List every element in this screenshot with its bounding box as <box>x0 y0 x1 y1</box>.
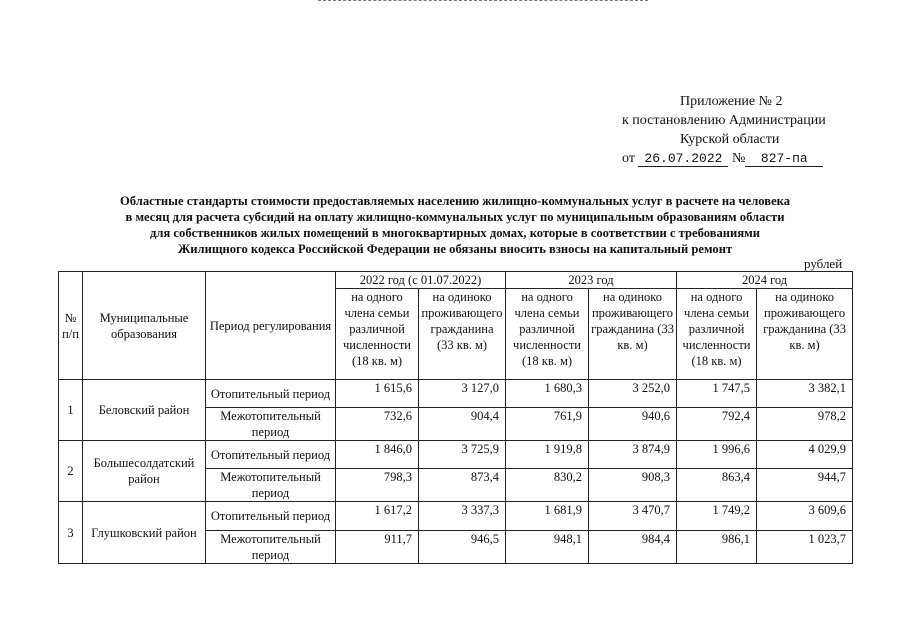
title-line-1: Областные стандарты стоимости предоставляемых населению жилищно-коммунальных услуг в расчете на человека <box>119 194 791 208</box>
value-cell: 3 725,9 <box>419 441 506 469</box>
units-label: рублей <box>804 256 843 271</box>
value-cell: 873,4 <box>419 469 506 502</box>
appendix-date: 26.07.2022 <box>638 151 728 167</box>
row-period: Отопительный период <box>206 380 336 408</box>
table-row <box>59 502 853 531</box>
header-2024-family: на одного члена семьи различной численности (18 кв. м) <box>677 289 757 380</box>
value-cell: 1 615,6 <box>336 380 419 408</box>
appendix-from-label: от <box>622 151 635 166</box>
value-cell: 1 747,5 <box>677 380 757 408</box>
title-line-4: Жилищного кодекса Российской Федерации не обязаны вносить взносы на капитальный ремонт <box>177 242 733 256</box>
value-cell: 792,4 <box>677 408 757 441</box>
value-cell: 1 919,8 <box>506 441 589 469</box>
header-num: № п/п <box>59 272 83 380</box>
row-period: Отопительный период <box>206 441 336 469</box>
appendix-date-number-line <box>622 149 892 168</box>
value-cell: 1 680,3 <box>506 380 589 408</box>
value-cell: 978,2 <box>757 408 853 441</box>
value-cell: 3 609,6 <box>757 502 853 531</box>
value-cell: 3 252,0 <box>589 380 677 408</box>
value-cell: 946,5 <box>419 531 506 564</box>
value-cell: 863,4 <box>677 469 757 502</box>
header-2024-single: на одиноко проживающего гражданина (33 кв. м) <box>757 289 853 380</box>
value-cell: 1 996,6 <box>677 441 757 469</box>
table-row <box>59 380 853 408</box>
header-2023-single: на одиноко проживающего гражданина (33 кв. м) <box>589 289 677 380</box>
appendix-decree-line: к постановлению Администрации <box>622 113 826 128</box>
value-cell: 3 874,9 <box>589 441 677 469</box>
value-cell: 911,7 <box>336 531 419 564</box>
value-cell: 3 337,3 <box>419 502 506 531</box>
row-municipality: Беловский район <box>83 380 206 441</box>
value-cell: 1 023,7 <box>757 531 853 564</box>
value-cell: 1 617,2 <box>336 502 419 531</box>
header-2022-single: на одиноко проживающего гражданина (33 кв. м) <box>419 289 506 380</box>
row-period: Отопительный период <box>206 502 336 531</box>
row-period: Межотопительный период <box>206 469 336 502</box>
value-cell: 3 470,7 <box>589 502 677 531</box>
document-title <box>60 193 850 257</box>
title-line-3: для собственников жилых помещений в многоквартирных домах, которые в соответствии с требованиями <box>150 226 760 240</box>
value-cell: 798,3 <box>336 469 419 502</box>
value-cell: 948,1 <box>506 531 589 564</box>
row-num: 1 <box>59 380 83 441</box>
appendix-header <box>622 92 892 168</box>
appendix-number-label: № <box>731 151 746 166</box>
table-row <box>59 441 853 469</box>
value-cell: 3 127,0 <box>419 380 506 408</box>
row-municipality: Глушковский район <box>83 502 206 564</box>
value-cell: 1 681,9 <box>506 502 589 531</box>
appendix-number: 827-па <box>745 151 823 167</box>
appendix-title: Приложение № 2 <box>680 94 783 109</box>
value-cell: 1 749,2 <box>677 502 757 531</box>
row-municipality: Большесолдатский район <box>83 441 206 502</box>
value-cell: 904,4 <box>419 408 506 441</box>
appendix-region-line: Курской области <box>680 132 780 147</box>
value-cell: 732,6 <box>336 408 419 441</box>
title-line-2: в месяц для расчета субсидий на оплату жилищно-коммунальных услуг по муниципальным образованиям области <box>125 210 785 224</box>
value-cell: 944,7 <box>757 469 853 502</box>
row-num: 2 <box>59 441 83 502</box>
header-year-2022: 2022 год (с 01.07.2022) <box>336 272 506 289</box>
scan-top-dashed-line <box>318 0 648 1</box>
value-cell: 761,9 <box>506 408 589 441</box>
value-cell: 986,1 <box>677 531 757 564</box>
header-municipality: Муниципальные образования <box>83 272 206 380</box>
header-2023-family: на одного члена семьи различной численности (18 кв. м) <box>506 289 589 380</box>
value-cell: 4 029,9 <box>757 441 853 469</box>
header-period: Период регулирования <box>206 272 336 380</box>
header-2022-family: на одного члена семьи различной численности (18 кв. м) <box>336 289 419 380</box>
value-cell: 3 382,1 <box>757 380 853 408</box>
row-period: Межотопительный период <box>206 408 336 441</box>
value-cell: 984,4 <box>589 531 677 564</box>
standards-table <box>58 271 853 564</box>
value-cell: 830,2 <box>506 469 589 502</box>
header-year-2023: 2023 год <box>506 272 677 289</box>
value-cell: 1 846,0 <box>336 441 419 469</box>
row-num: 3 <box>59 502 83 564</box>
row-period: Межотопительный период <box>206 531 336 564</box>
value-cell: 940,6 <box>589 408 677 441</box>
header-year-2024: 2024 год <box>677 272 853 289</box>
value-cell: 908,3 <box>589 469 677 502</box>
